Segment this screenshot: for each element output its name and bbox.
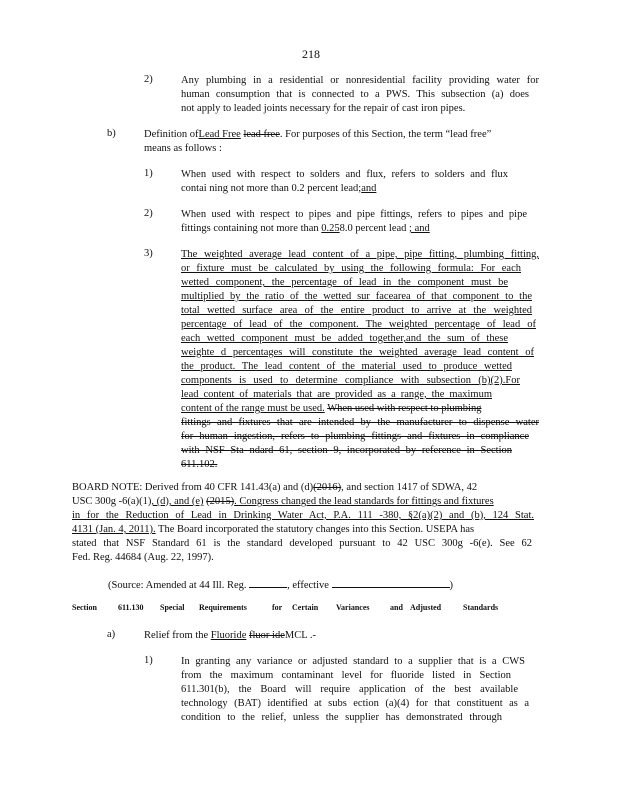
board-note-line: 4131 (Jan. 4, 2011). The Board incorporated the statutory changes into this Section. USEPA has (72, 524, 475, 535)
deleted-text: lead free (243, 129, 280, 140)
item-number: 3) (144, 248, 153, 259)
inserted-text: Fluoride (210, 630, 247, 641)
inserted-line: each wetted component must be added together,and the sum of these (181, 333, 508, 344)
section-title-word: Standards (463, 603, 499, 612)
inserted-line: lead content of materials that are provided as a range, the maximum (181, 389, 492, 400)
board-note-line: stated that NSF Standard 61 is the standard developed pursuant to 42 USC 300g -6(e). See 62 (72, 538, 532, 549)
paragraph-line: In granting any variance or adjusted standard to a supplier that is a CWS (181, 656, 525, 667)
paragraph-line: fittings containing not more than 0.258.0 percent lead ; and (181, 223, 430, 234)
inserted-text: content of the range must be used. (181, 403, 325, 414)
paragraph-line: contai ning not more than 0.2 percent lead;and (181, 183, 377, 194)
board-note-line: USC 300g -6(a)(1), (d), and (e) (2015). Congress changed the lead standards for fittings and fixtures (72, 496, 494, 507)
inserted-line: or fixture must be calculated by using the following formula: For each (181, 263, 521, 274)
blank-line (249, 577, 287, 588)
item-number: 1) (144, 655, 153, 666)
deleted-line: for human ingestion, refers to plumbing fittings and fixtures in compliance (181, 431, 529, 442)
mixed-line (181, 402, 481, 415)
inserted-line: The weighted average lead content of a pipe, pipe fitting, plumbing fitting, (181, 249, 539, 260)
paragraph-line: 611.301(b), the Board will require application of the best available (181, 684, 518, 695)
section-title-word: and (390, 603, 403, 612)
blank-line (332, 577, 450, 588)
page-number: 218 (302, 47, 320, 61)
definition-line: means as follows : (144, 143, 222, 154)
item-number: 2) (144, 74, 153, 85)
inserted-text: . Congress changed the lead standards for fittings and fixtures (234, 496, 494, 507)
board-note-line: in for the Reduction of Lead in Drinking Water Act, P.A. 111 -380, §2(a)(2) and (b), 124 Stat. (72, 510, 534, 521)
subsection-heading: Relief from the Fluoride fluor ideMCL .- (144, 630, 316, 641)
deleted-line: with NSF Sta ndard 61, section 9, incorporated by reference in Section (181, 445, 512, 456)
inserted-line: components is used to determine compliance with subsection (b)(2).For (181, 375, 520, 386)
inserted-line: wetted component, the percentage of lead in the component must be (181, 277, 508, 288)
inserted-line: the product. The lead content of the material used to produce wetted (181, 361, 512, 372)
deleted-text: fluor ide (249, 630, 285, 641)
section-title-word: Variances (336, 603, 370, 612)
board-note-line: Fed. Reg. 44684 (Aug. 22, 1997). (72, 552, 214, 563)
paragraph-line: not apply to leaded joints necessary for the repair of cast iron pipes. (181, 103, 466, 114)
inserted-text: Lead Free (198, 129, 241, 140)
section-title-word: Certain (292, 603, 319, 612)
section-number: 611.130 (118, 603, 144, 612)
paragraph-line: human consumption that is connected to a PWS. This subsection (a) does (181, 89, 529, 100)
inserted-text: ; and (409, 223, 430, 234)
definition-line: Definition ofLead Free lead free. For purposes of this Section, the term “lead free” (144, 129, 492, 140)
paragraph-line: When used with respect to pipes and pipe fittings, refers to pipes and pipe (181, 209, 527, 220)
inserted-text: , (d), and (e) (151, 496, 204, 507)
source-line: (Source: Amended at 44 Ill. Reg. , effective ) (108, 577, 453, 592)
section-label: Section (72, 603, 97, 612)
paragraph-line: Any plumbing in a residential or nonresidential facility providing water for (181, 75, 539, 86)
item-number: 1) (144, 168, 153, 179)
inserted-text: 4131 (Jan. 4, 2011). (72, 524, 156, 535)
deleted-text: 8.0 percent lead (339, 223, 407, 234)
inserted-line: multiplied by the ratio of the wetted sur facearea of that component to the (181, 291, 532, 302)
inserted-text: 0.25 (321, 223, 340, 234)
subsection-label: a) (107, 629, 116, 640)
inserted-text: and (361, 183, 377, 194)
paragraph-line: When used with respect to solders and flux, refers to solders and flux (181, 169, 508, 180)
inserted-line: percentage of lead of the component. The weighted percentage of lead of (181, 319, 536, 330)
board-note-line: BOARD NOTE: Derived from 40 CFR 141.43(a) and (d)(2016), and section 1417 of SDWA, 42 (72, 482, 478, 493)
deleted-text: (2016) (313, 482, 342, 493)
inserted-line: weighte d percentages will constitute the weighted average lead content of (181, 347, 534, 358)
paragraph-line: technology (BAT) identified at subs ection (a)(4) for that constituent as a (181, 698, 529, 709)
section-title-word: Special (160, 603, 185, 612)
paragraph-line: condition to the relief, unless the supplier has demonstrated through (181, 712, 502, 723)
paragraph-line: from the maximum contaminant level for fluoride listed in Section (181, 670, 511, 681)
deleted-text: (2015) (206, 496, 235, 507)
deleted-line: fittings and fixtures that are intended by the manufacturer to dispense water (181, 417, 539, 428)
section-title-word: Requirements (199, 603, 247, 612)
item-number: 2) (144, 208, 153, 219)
deleted-line: 611.102. (181, 459, 218, 470)
section-title-word: for (272, 603, 283, 612)
deleted-text: When used with respect to plumbing (327, 403, 482, 414)
section-title-word: Adjusted (410, 603, 442, 612)
inserted-line: total wetted surface area of the entire product to arrive at the weighted (181, 305, 532, 316)
subsection-label: b) (107, 128, 116, 139)
